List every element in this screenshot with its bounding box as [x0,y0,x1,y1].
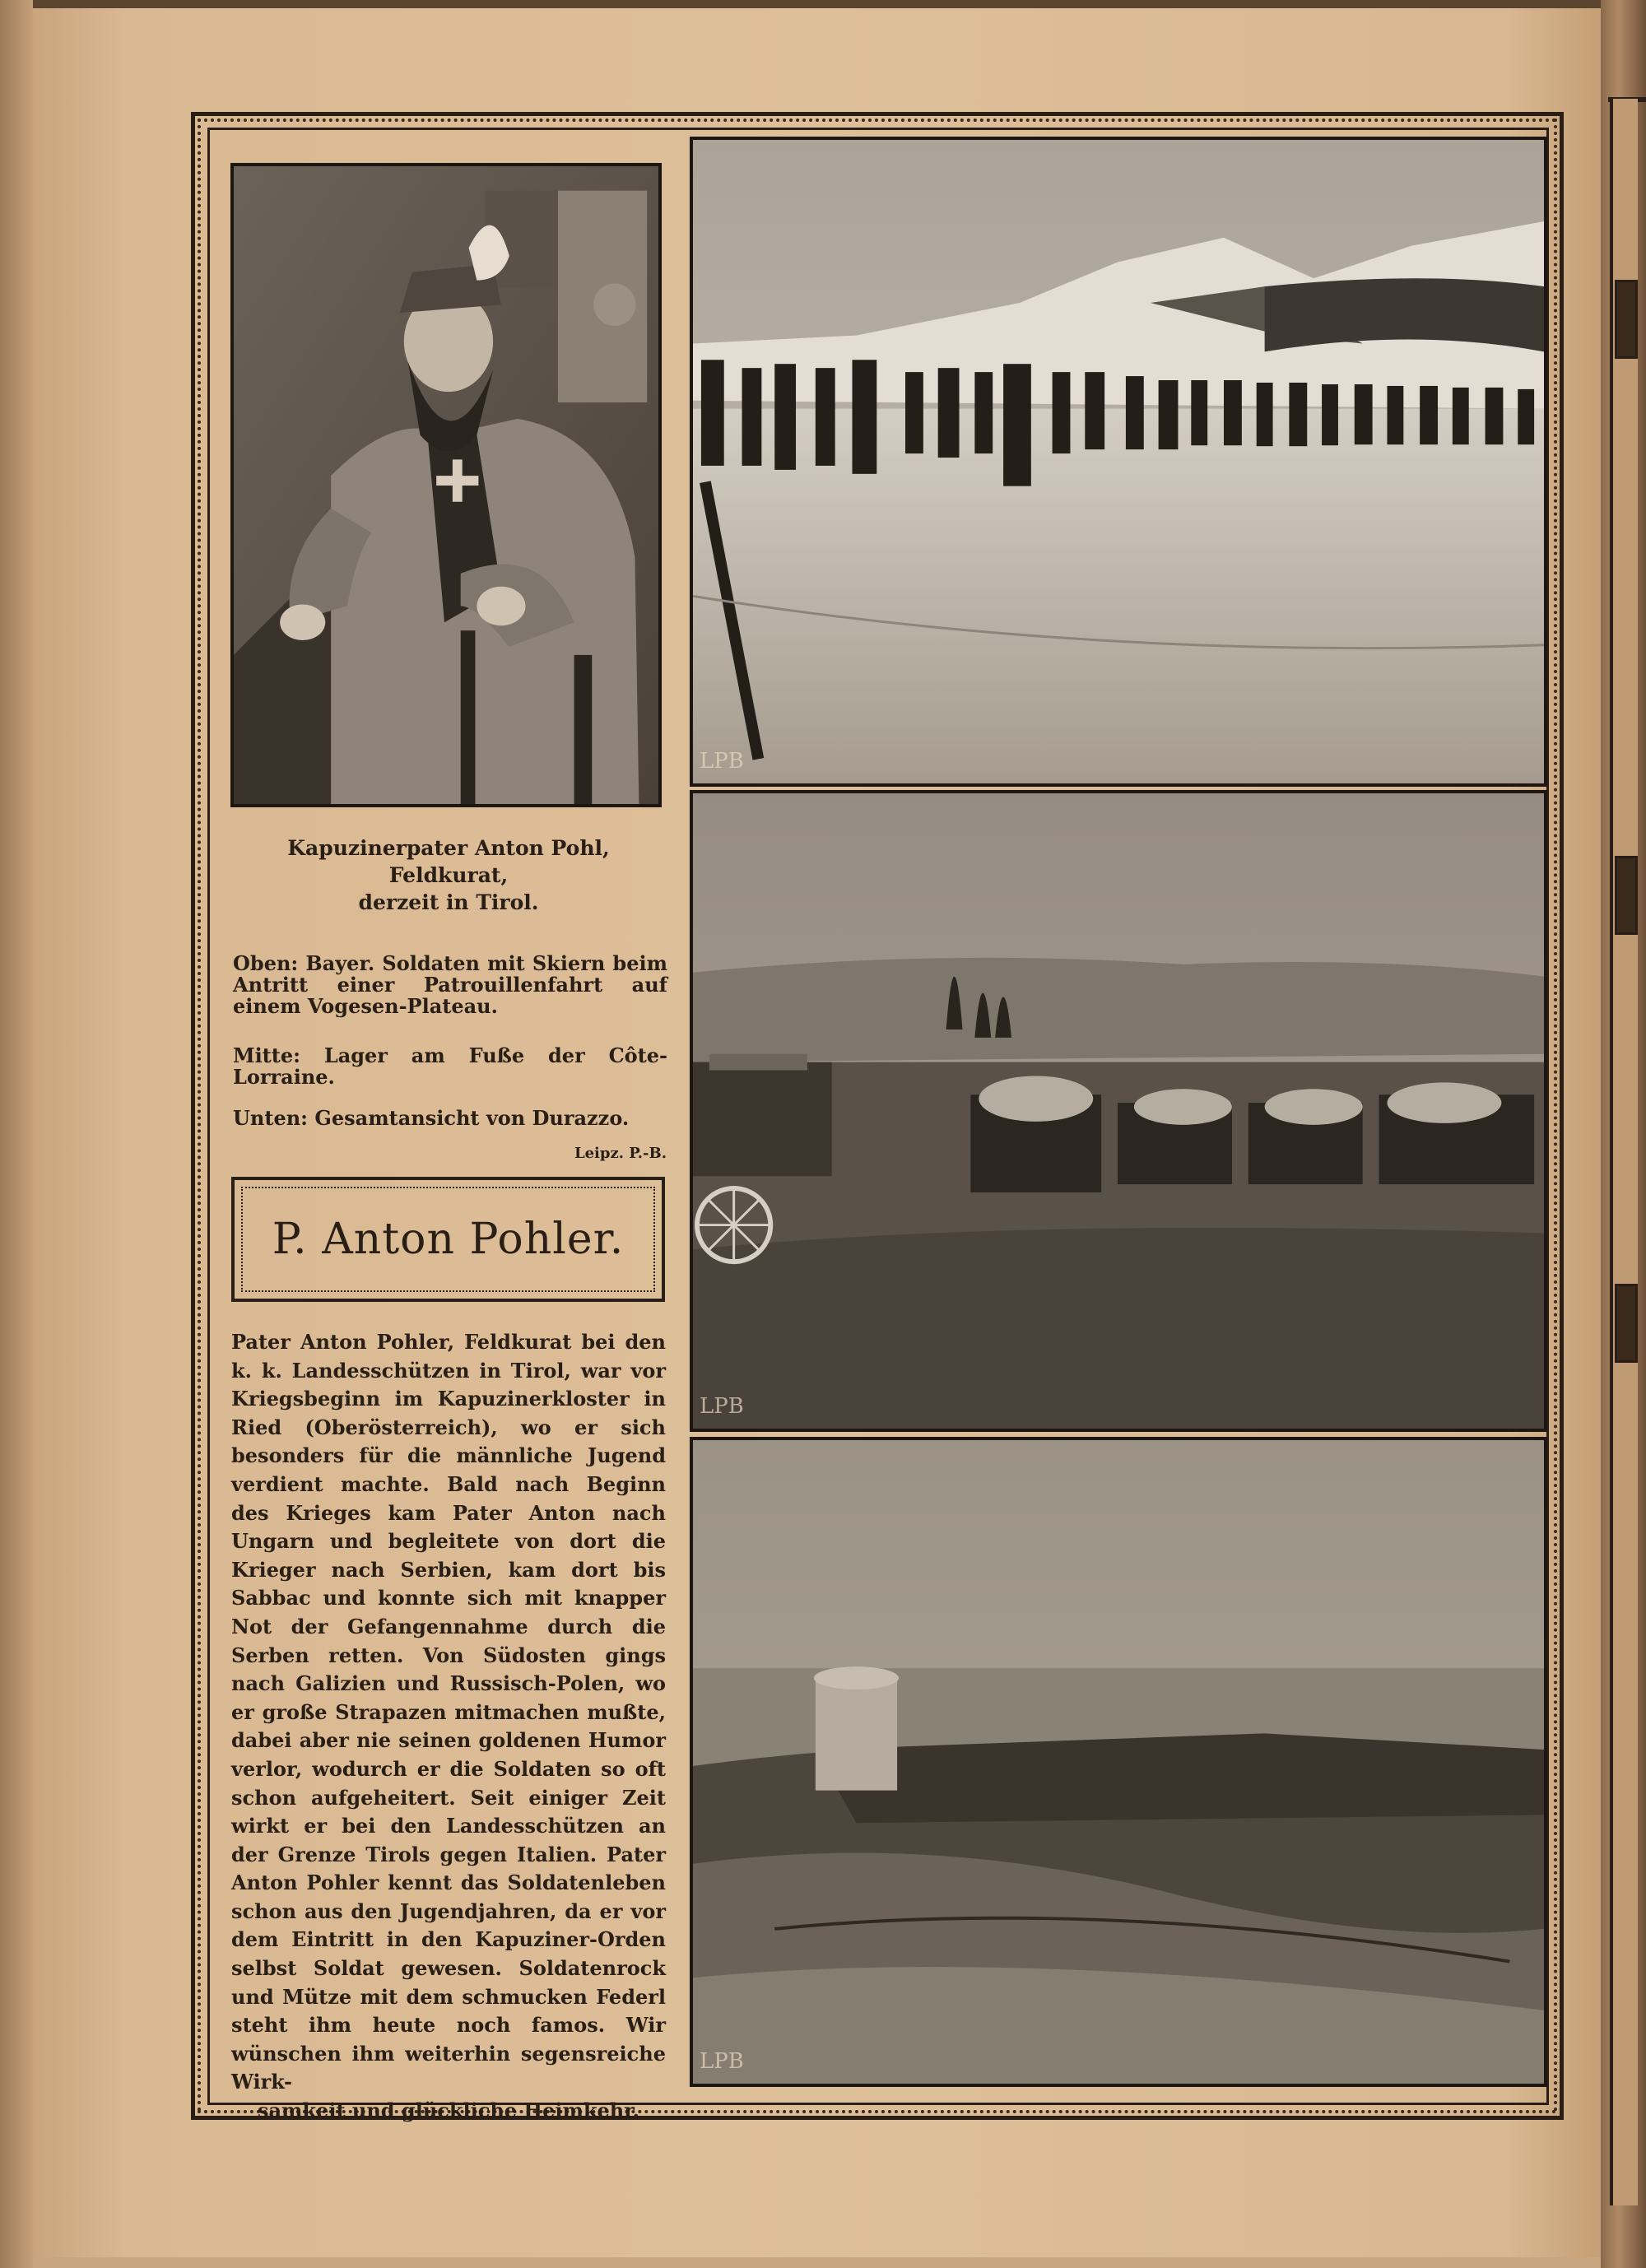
portrait-caption-location: derzeit in Tirol. [358,890,539,914]
description-middle-photo: Mitte: Lager am Fuße der Côte-Lorraine. [233,1043,667,1089]
portrait-photo [230,163,662,807]
photo-monogram: LPB [700,749,744,774]
article-title-box-inner [241,1187,655,1292]
portrait-caption-rank: Feldkurat, [388,863,509,887]
durazzo-image [693,1440,1544,2084]
book-spine [1601,0,1646,2268]
article-title-box [231,1177,665,1302]
portrait-caption-name: Kapuzinerpater Anton Pohl, [287,836,610,860]
photo-credit: Leipz. P.-B. [574,1145,667,1162]
camp-photo [690,790,1547,1432]
photo-monogram: LPB [700,1394,744,1419]
portrait-caption [230,834,667,916]
top-edge [33,0,1601,8]
ski-soldiers-image [693,140,1544,783]
description-bottom-photo: Unten: Gesamtansicht von Durazzo. [233,1106,630,1130]
article-last-line: samkeit und glückliche Heimkehr. [257,2098,640,2123]
ski-soldiers-photo [690,137,1547,787]
adjacent-photo-strip [1615,1284,1638,1363]
adjacent-photo-strip [1615,280,1638,359]
article-body [231,1328,666,2126]
camp-image [693,793,1544,1429]
photo-monogram: LPB [700,2049,744,2074]
portrait-image [234,166,658,804]
article-paragraph: Pater Anton Pohler, Feldkurat bei den k. k. Landesschützen in Tirol, war vor Kriegsbeginn im Kapuzinerkloster in Ried (Oberösterreich), wo er sich besonders für die männliche Jugend verdient machte. Bald nach Beginn des Krieges kam Pater Anton nach Ungarn und begleitete von dort die Krieger nach Serbien, kam dort bis Sabbac und konnte sich mit knapper Not der Gefangennahme durch die Serben retten. Von Südosten gings nach Galizien und Russisch-Polen, wo er große Strapazen mitmachen mußte, dabei aber nie seinen goldenen Humor verlor, wodurch er die Soldaten so oft schon aufgeheitert. Seit einiger Zeit wirkt er bei den Landesschützen an der Grenze Tirols gegen Italien. Pater Anton Pohler kennt das Soldatenleben schon aus den Jugendjahren, da er vor dem Eintritt in den Kapuziner-Orden selbst Soldat gewesen. Soldatenrock und Mütze mit dem schmucken Federl steht ihm heute noch famos. Wir wünschen ihm weiterhin segensreiche Wirk- [231,1330,666,2094]
durazzo-photo [690,1437,1547,2087]
adjacent-page [1610,99,1638,2205]
page-edge-left [0,0,33,2268]
description-top-photo: Oben: Bayer. Soldaten mit Skiern beim Antritt einer Patrouillenfahrt auf einem Vogesen-Plateau. [233,951,667,1018]
adjacent-photo-strip [1615,856,1638,935]
article-title: P. Anton Pohler. [272,1215,625,1264]
